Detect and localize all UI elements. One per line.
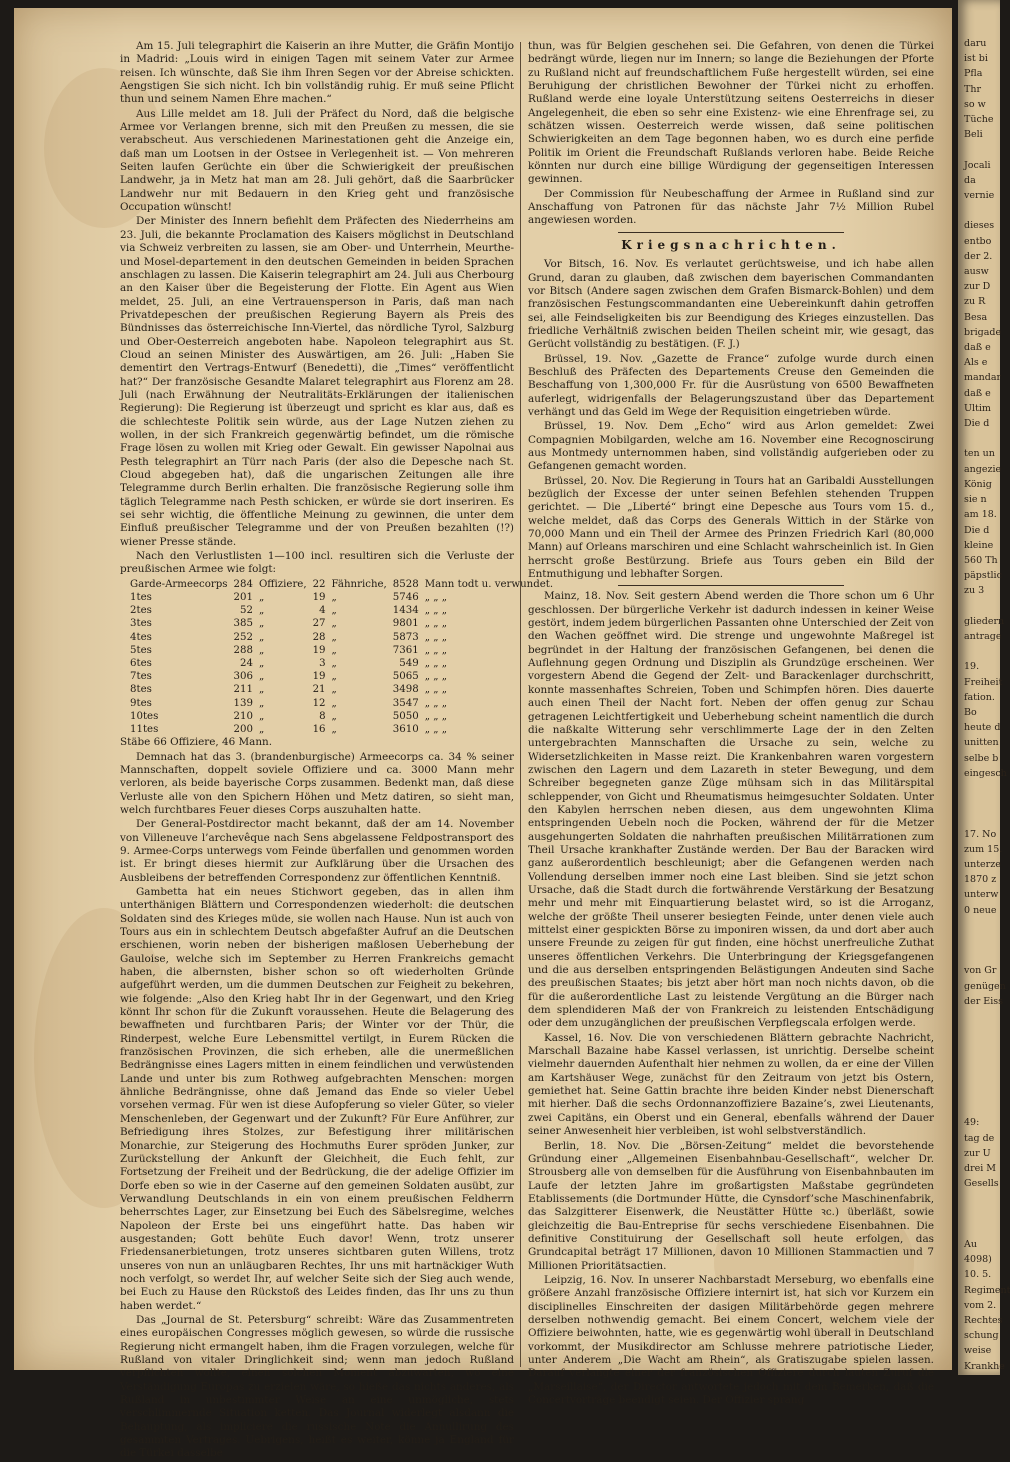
adjacent-page-fragment xyxy=(958,644,1000,659)
adjacent-page-fragment: antrage xyxy=(964,630,1002,642)
adjacent-page-fragment: Thr xyxy=(964,83,981,95)
adjacent-page-fragment xyxy=(958,1222,1000,1237)
adjacent-page-edge xyxy=(958,0,1010,1375)
losses-row xyxy=(130,644,559,657)
losses-cell-off-label: „ xyxy=(258,657,265,669)
article-paragraph: Demnach hat das 3. (brandenburgische) Armeecorps ca. 34 % seiner Mannschaften, doppelt soviele Offiziere und ca. 3000 Mann mehr verloren, als beide bayerische Corps zusammen. Bedenkt man, daß diese Verluste alle von den Spichern Höhen und Metz datiren, so sieht man, welch furchtbares Feuer dieses Corps auszuhalten hatte. xyxy=(120,750,514,816)
losses-cell-mann: 9801 xyxy=(392,618,419,630)
adjacent-page-fragment: drei M xyxy=(964,1163,997,1175)
losses-cell-mann: 3498 xyxy=(392,684,419,696)
losses-cell-off-label: „ xyxy=(258,644,265,656)
adjacent-page-fragment: unitten xyxy=(964,737,999,749)
staff-line: Stäbe 66 Offiziere, 46 Mann. xyxy=(120,736,273,749)
adjacent-page-fragment: kleine xyxy=(964,539,994,551)
losses-cell-corps: 8tes xyxy=(130,684,152,696)
adjacent-page-fragment: 560 Th xyxy=(964,554,998,566)
adjacent-page-fragment: fation. xyxy=(964,691,995,703)
news-item: Leipzig, 16. Nov. In unserer Nachbarstadt Merseburg, wo ebenfalls eine größere Anzahl französische Offiziere internirt ist, hat sich vor Kurzem ein disciplinelles Einschreiten der dasigen Militärbehörde gegen mehrere derselben nothwendig gemacht. Bei einem Concert, welchem viele der Offiziere beiwohnten, hatte, wie es gegenwärtig wohl überall in Deutschland vorkommt, der Musikdirector am Schlusse mehrere patriotische Lieder, unter Anderem „Die Wacht am Rhein“, als Gratiszugabe spielen lassen. Darauf verlangte einer der französischen Offiziere durch lauten Zuruf die „Marseillaise“, der Director antwortete jedoch mit dem Bemerken, daß die Concertvorträge beendigt seien. Der Offizier sprang xyxy=(528,1273,934,1407)
adjacent-page-fragment: päpstlic xyxy=(964,570,1002,582)
adjacent-page-fragment xyxy=(958,1085,1000,1100)
losses-cell-fahn-label: „ xyxy=(331,618,337,630)
adjacent-page-fragment xyxy=(958,918,1000,933)
adjacent-page-fragment: zur U xyxy=(964,1147,991,1159)
adjacent-page-fragment: zu 3 xyxy=(964,585,985,597)
adjacent-page-fragment: der 2. xyxy=(964,250,993,262)
losses-row xyxy=(130,657,559,670)
losses-cell-off-label: „ xyxy=(258,723,265,735)
adjacent-page-fragment: Gesells xyxy=(964,1178,999,1190)
losses-cell-mann: 7361 xyxy=(392,644,419,656)
section-rule xyxy=(618,585,844,586)
losses-cell-fahn: 3 xyxy=(319,657,326,669)
adjacent-page-fragment xyxy=(958,933,1000,948)
article-paragraph: Nach den Verlustlisten 1—100 incl. resultiren sich die Verluste der preußischen Armee wie folgt: xyxy=(120,550,514,576)
losses-cell-corps: 4tes xyxy=(130,631,152,643)
adjacent-page-fragment xyxy=(958,599,1000,614)
adjacent-page-fragment xyxy=(958,948,1000,963)
losses-cell-fahn: 19 xyxy=(312,591,326,603)
losses-cell-fahn: 27 xyxy=(312,618,326,630)
adjacent-page-fragment: Pfla xyxy=(964,68,983,80)
adjacent-page-fragment: 4098) xyxy=(964,1254,992,1266)
article-paragraph: Gambetta hat ein neues Stichwort gegeben, das in allen ihm unterthänigen Blättern und Correspondenzen wiederholt: die deutschen Soldaten sind des Krieges müde, sie wollen nach Hause. Nun ist auch von Tours aus ein in schlechtem Deutsch abgefaßter Aufruf an die Deutschen erschienen, worin neben der bisherigen maßlosen Ueberhebung der Gauloise, welche sich im September zu Herren Frankreichs gemacht haben, die albernsten, bisher schon so oft wiederholten Gründe aufgeführt werden, um die dummen Deutschen zur Feigheit zu bekehren, wie folgende: „Also den Krieg habt Ihr in der Gegenwart, und den Krieg könnt Ihr schon für die Zukunft voraussehen. Heute die Belagerung des bewaffneten und furchtbaren Paris; der Winter vor der Thür, die Rinderpest, welche Eure Lebensmittel vertilgt, in Eurem Rücken die französischen Provinzen, die sich erheben, alle die unermeßlichen Bedrängnisse eines Lagers mitten in einem feindlichen und verwüstenden Lande und unter bis zum Rothweg aufgebrachten Menschen: morgen ähnliche Bedrängnisse, ohne daß Jemand das Ende so vieler Uebel vorsehen vermag. Für wen ist diese Aufopferung so vieler Güter, so vieler Menschenleben, der Gegenwart und der Zukunft? Für Eure Anführer, zur Befriedigung ihres Stolzes, zur Befestigung ihrer militärischen Monarchie, zur Steigerung des Hochmuths Eurer spröden Junker, zur Zurückstellung der Ankunft der Gleichheit, die Euch fehlt, zur Fortsetzung der Freiheit und der Bedrückung, die der adelige Offizier im Dorfe eben so wie in der Caserne auf den gemeinen Soldaten ausübt, zur Verwandlung Deutschlands in ein von einem preußischen Feldherrn beherrschtes Lager, zur Einsetzung bei Euch des Säbelsregime, welches Napoleon der Erste bei uns eingeführt hatte. Das haben wir ausgestanden; Gott behüte Euch davor! Wenn, trotz unserer Friedensanerbietungen, trotz unseres sichtbaren guten Willens, trotz unseres von nun an unläugbaren Rechtes, Ihr uns mit hartnäckiger Wuth noch verfolgt, so werdet Ihr, auf welcher Seite sich der Sieg auch wende, bei Euch zu Hause den Rückstoß des Leides finden, das Ihr uns zu thun haben werdet.“ xyxy=(120,885,514,1312)
losses-cell-fahn-label: „ xyxy=(331,671,337,683)
losses-cell-off: 252 xyxy=(233,631,253,643)
adjacent-page-fragment: heute d xyxy=(964,722,1001,734)
section-heading: Kriegsnachrichten. xyxy=(621,237,841,252)
adjacent-page-fragment: ausw xyxy=(964,266,989,278)
losses-cell-off-label: „ xyxy=(258,671,265,683)
losses-cell-mann: 5065 xyxy=(392,671,419,683)
losses-row xyxy=(130,710,559,723)
adjacent-page-fragment: Regiment xyxy=(964,1284,1010,1296)
adjacent-page-fragment: Rechtes xyxy=(964,1315,1003,1327)
losses-cell-fahn: 19 xyxy=(312,644,326,656)
adjacent-page-fragment: tag de xyxy=(964,1132,995,1144)
adjacent-page-fragment: von Gr xyxy=(964,965,997,977)
adjacent-page-fragment: sie n xyxy=(964,494,987,506)
article-paragraph: Der Minister des Innern befiehlt dem Präfecten des Niederrheins am 23. Juli, die bekannte Proclamation des Kaisers möglichst in Deutschland via Schweiz verbreiten zu lassen, sie am Ober- und Unterrhein, Meurthe- und Mosel-departement in den deutschen Gemeinden in beiden Sprachen anschlagen zu lassen. Die Kaiserin telegraphirt am 24. Juli aus Cherbourg an den Kaiser über die Begeisterung der Flotte. Ein Agent aus Wien meldet, 25. Juli, an eine Vertrauensperson in Paris, daß man nach Privatdepeschen der preußischen Regierung Bayern als Preis des Bündnisses das österreichische Inn-Viertel, das nördliche Tyrol, Salzburg und Ober-Oesterreich angeboten habe. Napoleon telegraphirt aus St. Cloud an seinen Minister des Auswärtigen, am 26. Juli: „Haben Sie dementirt den Vertrags-Entwurf (Benedetti), die „Times“ veröffentlicht hat?“ Der französische Gesandte Malaret telegraphirt aus Florenz am 28. Juli (nach Erwähnung der Neutralitäts-Erklärungen der italienischen Regierung): Die Regierung ist überzeugt und spricht es klar aus, daß es die schlechteste Politik sein würde, aus der Lage Nutzen ziehen zu wollen, in der sich Frankreich gegenwärtig befindet, um die römische Frage lösen zu wollen mit Krieg oder Gewalt. Ein gewisser Napolnai aus Pesth telegraphirt an Türr nach Paris (der also die Depesche nach St. Cloud abgegeben hat), daß die ungarischen Zeitungen alle ihre Telegramme durch Berlin erhalten. Die französische Regierung solle ihm täglich Telegramme nach Pesth schicken, er würde sie dort inseriren. Es sei sehr wichtig, die öffentliche Meinung zu gewinnen, die unter dem Einfluß preußischer Telegramme und der von Preußen bezahlten (!?) wiener Presse stände. xyxy=(120,215,514,548)
adjacent-page-fragment xyxy=(958,1100,1000,1115)
losses-cell-off-label: „ xyxy=(258,631,265,643)
losses-cell-rest: „ „ „ xyxy=(424,657,448,669)
losses-cell-corps: 6tes xyxy=(130,657,152,669)
losses-cell-off: 210 xyxy=(233,710,253,722)
losses-cell-mann: 1434 xyxy=(392,605,419,617)
losses-cell-fahn: 16 xyxy=(312,723,326,735)
news-item: Kassel, 16. Nov. Die von verschiedenen Blättern gebrachte Nachricht, Marschall Bazaine habe Kassel verlassen, ist unrichtig. Derselbe scheint vielmehr dauernden Aufenthalt hier nehmen zu wollen, da er eine der Villen am Kartshäuser Wege, zunächst für den Zeitraum von jetzt bis Ostern, gemiethet hat. Seine Gattin brachte ihre beiden Kinder nebst Dienerschaft mit hierher. Daß die sechs Ordonnanzoffiziere Bazaine’s, zwei Lieutenants, zwei Capitäns, ein Oberst und ein General, ebenfalls während der Dauer seiner Anwesenheit hier verbleiben, ist wohl selbstverständlich. xyxy=(528,1031,934,1138)
adjacent-page-fragment: mandar xyxy=(964,372,1002,384)
adjacent-page-fragment xyxy=(958,1070,1000,1085)
losses-table xyxy=(130,578,559,736)
losses-cell-mann: 5873 xyxy=(392,631,419,643)
losses-cell-mann: 3547 xyxy=(392,697,419,709)
adjacent-page-fragment: daß e xyxy=(964,387,991,399)
losses-cell-corps: 7tes xyxy=(130,671,152,683)
losses-cell-rest: „ „ „ xyxy=(424,631,448,643)
adjacent-page-fragment: zur D xyxy=(964,281,991,293)
adjacent-page-fragment: 49: xyxy=(964,1117,980,1129)
losses-cell-off: 139 xyxy=(233,697,253,709)
losses-cell-off: 306 xyxy=(233,671,253,683)
losses-cell-fahn-label: „ xyxy=(331,697,337,709)
adjacent-page-fragment: Tüche xyxy=(964,114,994,126)
adjacent-page-fragment xyxy=(958,1207,1000,1222)
losses-cell-off: 52 xyxy=(239,605,253,617)
adjacent-page-fragment: brigade xyxy=(964,326,1002,338)
losses-cell-off-label: Offiziere, xyxy=(258,578,307,590)
losses-cell-rest: „ „ „ xyxy=(424,591,448,603)
article-paragraph: thun, was für Belgien geschehen sei. Die Gefahren, von denen die Türkei bedrängt würde, liegen nur im Innern; so lange die Beziehungen der Pforte zu Rußland nicht auf freundschaftlichem Fuße hergestellt würden, sei eine Beruhigung der christlichen Bewohner der Türkei nicht zu erhoffen. Rußland werde eine loyale Unterstützung seitens Oesterreichs in dieser Angelegenheit, die eben so sehr eine Existenz- wie eine Ehrenfrage sei, zu schätzen wissen. Oesterreich werde wissen, daß seine politischen Schwierigkeiten an dem Tage begonnen haben, wo es durch eine perfide Politik im Orient die Freundschaft Rußlands verloren habe. Beide Reiche könnten nur durch eine billige Würdigung der gegenseitigen Interessen gewinnen. xyxy=(528,40,934,186)
adjacent-page-fragment: Als e xyxy=(964,357,988,369)
adjacent-page-fragment: selbe b xyxy=(964,752,999,764)
adjacent-page-fragment: am 18. xyxy=(964,509,997,521)
adjacent-page-fragment: zum 15. xyxy=(964,843,1003,855)
losses-cell-mann: 549 xyxy=(399,657,419,669)
losses-cell-fahn-label: „ xyxy=(331,591,337,603)
news-item: Brüssel, 20. Nov. Die Regierung in Tours hat an Garibaldi Ausstellungen bezüglich der Excesse der unter seinen Befehlen stehenden Truppen gerichtet. — Die „Liberté“ bringt eine Depesche aus Tours vom 15. d., welche meldet, daß das Corps des Generals Wittich in der Stärke von 70,000 Mann und ein Theil der Armee des Prinzen Friedrich Karl (80,000 Mann) auf Orleans marschiren und eine Schlacht wahrscheinlich ist. In Gien herrscht große Bestürzung. Briefe aus Tours geben ein Bild der Entmuthigung und lebhafter Sorgen. xyxy=(528,474,934,581)
losses-cell-fahn: 12 xyxy=(312,697,326,709)
losses-cell-fahn: 28 xyxy=(312,631,326,643)
adjacent-page-fragment: dieses xyxy=(964,220,995,232)
adjacent-page-fragment: der Eiss xyxy=(964,995,1003,1007)
adjacent-page-fragment: schung xyxy=(964,1330,999,1342)
losses-cell-off: 385 xyxy=(233,618,253,630)
adjacent-page-fragment: 19. xyxy=(964,661,980,673)
adjacent-page-fragment: Die d xyxy=(964,418,990,430)
adjacent-page-fragment: daß e xyxy=(964,342,991,354)
losses-row xyxy=(130,723,559,736)
losses-cell-fahn-label: „ xyxy=(331,710,337,722)
adjacent-page-fragment: Krankhe xyxy=(964,1360,1005,1372)
adjacent-page-fragment: ist bi xyxy=(964,53,988,65)
adjacent-page-fragment: 10. 5. xyxy=(964,1269,992,1281)
losses-row xyxy=(130,604,559,617)
losses-row xyxy=(130,697,559,710)
adjacent-page-fragment xyxy=(958,811,1000,826)
article-paragraph: Am 15. Juli telegraphirt die Kaiserin an ihre Mutter, die Gräfin Montijo in Madrid: „Louis wird in einigen Tagen mit seinem Vater zur Armee reisen. Ich wünschte, daß Sie ihm Ihren Segen vor der Abreise schickten. Aengstigen Sie sich nicht. Ich bin vollständig ruhig. Er muß seine Pflicht thun und seinem Namen Ehre machen.“ xyxy=(120,40,514,106)
losses-cell-rest: „ „ „ xyxy=(424,684,448,696)
adjacent-page-fragment: so w xyxy=(964,98,986,110)
losses-cell-corps: 11tes xyxy=(130,723,159,735)
losses-row xyxy=(130,631,559,644)
losses-row xyxy=(130,670,559,683)
losses-row xyxy=(130,683,559,696)
adjacent-page-fragment: entbo xyxy=(964,235,992,247)
losses-cell-off: 201 xyxy=(233,591,253,603)
adjacent-page-fragment xyxy=(958,1024,1000,1039)
adjacent-page-fragment: gliedern xyxy=(964,615,1005,627)
losses-cell-fahn: 21 xyxy=(312,684,326,696)
losses-cell-off-label: „ xyxy=(258,605,265,617)
losses-cell-fahn: 4 xyxy=(319,605,326,617)
adjacent-page-fragment: Die d xyxy=(964,524,990,536)
losses-cell-rest: „ „ „ xyxy=(424,671,448,683)
losses-cell-fahn: 8 xyxy=(319,710,326,722)
adjacent-page-fragment xyxy=(958,142,1000,157)
adjacent-page-fragment: 0 neue xyxy=(964,904,997,916)
losses-cell-off-label: „ xyxy=(258,697,265,709)
adjacent-page-fragment xyxy=(958,1009,1000,1024)
losses-cell-off: 200 xyxy=(233,723,253,735)
adjacent-page-fragment xyxy=(958,1191,1000,1206)
adjacent-page-fragment: 17. No xyxy=(964,828,997,840)
losses-cell-mann: 5746 xyxy=(392,591,419,603)
news-item: Brüssel, 19. Nov. Dem „Echo“ wird aus Arlon gemeldet: Zwei Compagnien Mobilgarden, welche am 16. November eine Recognoscirung aus Montmedy unternommen haben, sind vollständig aufgerieben oder zu Gefangenen gemacht worden. xyxy=(528,420,934,473)
losses-row xyxy=(130,578,559,591)
news-item: Brüssel, 19. Nov. „Gazette de France“ zufolge wurde durch einen Beschluß des Präfecten des Departements Creuse den Gemeinden die Beschaffung von 1,300,000 Fr. für die Ausrüstung von 6500 Bewaffneten auferlegt, widrigenfalls der Belagerungszustand über das Departement verhängt und das Geld im Wege der Requisition eingetrieben würde. xyxy=(528,352,934,418)
adjacent-page-fragment: daru xyxy=(964,38,987,49)
losses-cell-fahn-label: „ xyxy=(331,631,337,643)
losses-cell-mann: 3610 xyxy=(392,723,419,735)
adjacent-page-fragment xyxy=(958,1039,1000,1054)
losses-row xyxy=(130,591,559,604)
left-column xyxy=(120,40,554,1462)
adjacent-page-fragment: Au xyxy=(964,1239,977,1251)
adjacent-page-fragment: 1870 z xyxy=(964,874,997,886)
article-paragraph: Der Commission für Neubeschaffung der Armee in Rußland sind zur Anschaffung von Patronen für das nächste Jahr 7½ Million Rubel angewiesen worden. xyxy=(528,187,934,227)
adjacent-page-fragment: Bo xyxy=(964,706,977,718)
losses-cell-corps: 3tes xyxy=(130,618,152,630)
losses-cell-corps: 9tes xyxy=(130,697,152,709)
adjacent-page-fragment: genügen xyxy=(964,980,1006,992)
losses-cell-rest: „ „ „ xyxy=(424,618,448,630)
adjacent-page-fragment xyxy=(958,431,1000,446)
adjacent-page-fragment: unterze xyxy=(964,858,1001,870)
losses-cell-fahn-label: „ xyxy=(331,684,337,696)
losses-cell-rest: „ „ „ xyxy=(424,644,448,656)
adjacent-page-fragment: eingesch xyxy=(964,767,1007,779)
adjacent-page-fragment xyxy=(958,203,1000,218)
adjacent-page-fragment: da xyxy=(964,174,976,186)
losses-cell-fahn-label: „ xyxy=(331,657,337,669)
losses-cell-off: 24 xyxy=(239,657,253,669)
news-item: Berlin, 18. Nov. Die „Börsen-Zeitung“ meldet die bevorstehende Gründung einer „Allgemeinen Eisenbahnbau-Gesellschaft“, welcher Dr. Strousberg alle von demselben für die Ausführung von Eisenbahnbauten im Laufe der letzten Jahre im großartigsten Maßstabe gegründeten Etablissements (die Dortmunder Hütte, die Cynsdorf’sche Maschinenfabrik, das Salzgitterer Eisenwerk, die Neustätter Hütte ꝛc.) überläßt, sowie gleichzeitig die Bau-Entreprise für sechs verschiedene Eisenbahnen. Die definitive Constituirung der Gesellschaft soll heute erfolgen, das Grundcapital beträgt 17 Millionen, davon 10 Millionen Stammactien und 7 Millionen Prioritätsactien. xyxy=(528,1139,934,1272)
news-item: Vor Bitsch, 16. Nov. Es verlautet gerüchtsweise, und ich habe allen Grund, daran zu glauben, daß zwischen dem bayerischen Commandanten vor Bitsch (Andere sagen zwischen dem Grafen Bismarck-Bohlen) und dem französischen Festungscommandanten eine Uebereinkunft dahin getroffen sei, alle Feindseligkeiten bis zur Beendigung des Krieges einzustellen. Das friedliche Verhältniß zwischen beiden Theilen scheint mir, wie gesagt, das Gerücht vollständig zu bestätigen. (F. J.) xyxy=(528,258,934,351)
losses-cell-off-label: „ xyxy=(258,684,265,696)
right-column xyxy=(528,40,934,1408)
losses-cell-corps: 2tes xyxy=(130,605,152,617)
losses-cell-rest: Mann todt u. verwundet. xyxy=(424,578,554,590)
adjacent-page-fragment: König xyxy=(964,478,992,490)
adjacent-page-fragment: vom 2. xyxy=(964,1299,997,1311)
section-rule xyxy=(618,232,844,233)
losses-cell-off-label: „ xyxy=(258,618,265,630)
losses-row xyxy=(130,617,559,630)
losses-cell-corps: 5tes xyxy=(130,644,152,656)
adjacent-page-fragment xyxy=(958,796,1000,811)
adjacent-page-fragment: unterw xyxy=(964,889,999,901)
losses-cell-off: 284 xyxy=(233,578,253,590)
losses-cell-mann: 8528 xyxy=(392,578,419,590)
losses-cell-fahn: 19 xyxy=(312,671,326,683)
adjacent-page-fragment xyxy=(958,1055,1000,1070)
adjacent-page-fragment xyxy=(958,781,1000,796)
losses-cell-corps: 1tes xyxy=(130,591,152,603)
losses-cell-rest: „ „ „ xyxy=(424,723,448,735)
losses-cell-fahn: 22 xyxy=(312,578,326,590)
adjacent-page-fragment: vernie xyxy=(964,190,995,202)
article-paragraph: Der General-Postdirector macht bekannt, daß der am 14. November von Villeneuve l’archevêque nach Sens abgelassene Feldpostransport des 9. Armee-Corps unterwegs vom Feinde überfallen und genommen worden ist. Er bringt dieses hiermit zur Aufklärung über die Ursachen des Ausbleibens der betreffenden Correspondenz zur öffentlichen Kenntniß. xyxy=(120,818,514,884)
adjacent-page-fragment: Freiheit xyxy=(964,676,1003,688)
losses-cell-fahn-label: „ xyxy=(331,644,337,656)
losses-cell-off-label: „ xyxy=(258,710,265,722)
adjacent-page-fragment: weise xyxy=(964,1345,992,1357)
losses-cell-off-label: „ xyxy=(258,591,265,603)
adjacent-page-fragment: Beli xyxy=(964,129,983,141)
losses-cell-rest: „ „ „ xyxy=(424,697,448,709)
article-paragraph: Aus Lille meldet am 18. Juli der Präfect du Nord, daß die belgische Armee vor Verlangen brenne, sich mit den Preußen zu messen, die sie verabscheut. Aus verschiedenen Marinestationen geht die Anzeige ein, daß man um Lootsen in der Ostsee in Verlegenheit ist. — Von mehreren Seiten laufen Gerüchte ein über die Schwierigkeit der preußischen Landwehr, ja in Metz hat man am 28. Juli gehört, daß die Saarbrücker Landwehr nur mit Bedauern in den Krieg geht und französische Occupation wünscht! xyxy=(120,107,514,214)
adjacent-page-fragment: ten un xyxy=(964,448,995,460)
news-item: Mainz, 18. Nov. Seit gestern Abend werden die Thore schon um 6 Uhr geschlossen. Der bürgerliche Verkehr ist dadurch indessen in keiner Weise gestört, indem jedem bürgerlichen Passanten ohne Unterschied der Zeit von den Wachen geöffnet wird. Die strenge und ungewohnte Maßregel ist begründet in der Haltung der französischen Gefangenen, bei denen die Auflehnung gegen Ordnung und Disziplin als Grundzüge erscheinen. Wer vorgestern Abend die Gegend der Zelt- und Barackenlager durchschritt, konnte massenhaftes Schreien, Toben und Schimpfen hören. Dies dauerte auch einen Theil der Nacht fort. Neben der offen genug zur Schau getragenen Leichtfertigkeit und Ueberhebung scheint namentlich die durch die naßkalte Witterung sehr verschlimmerte Lage der in den Zelten untergebrachten Mannschaften die Ursache zu sein, welche zu Widersetzlichkeiten in Masse reizt. Die Krankenbahren waren vorgestern zwischen den Lagern und dem Lazareth in steter Bewegung, und dem Schreiber begegneten ganze Züge mühsam sich in das Militärspital schleppender, von Gicht und Rheumatismus heimgesuchter Soldaten. Unter den Kabylen herrschen neben diesen, aus dem ungewohnten Klima entspringenden Uebeln noch die Pocken, während der für die Metzer ausgehungerten Soldaten die nahrhaften preußischen Militärrationen zum Theil Ursache krankhafter Zustände werden. Der Bau der Baracken wird ganz außerordentlich beschleunigt; aber die Gefangenen werden nach Vollendung derselben immer noch eine Last bleiben. Sind sie jetzt schon Ursache, daß die Stadt durch die fortwährende Verstärkung der Besatzung mehr und mehr mit Einquartierung belastet wird, so ist die Arroganz, welche der größte Theil unserer besiegten Feinde, unter denen viele auch mittelst einer gespickten Börse zu imponiren wissen, da und dort aber auch unsere Freunde zu zeigen für gut finden, eine höchst unerfreuliche Zuthat unseres öffentlichen Verkehrs. Die Unterbringung der Kriegsgefangenen und die aus derselben entspringenden Belästigungen Andeuten sind Sache des preußischen Staates; bis jetzt aber hört man noch nichts davon, ob die für die außerordentliche Last zu leistende Vergütung an die Bürger nach dem splendideren Maß der von Frankreich zu leistenden Entschädigung oder dem unzugänglichen der preußischen Verpflegscala erfolgen werde. xyxy=(528,590,934,1030)
adjacent-page-fragment: Jocali xyxy=(964,159,991,171)
losses-cell-rest: „ „ „ xyxy=(424,710,448,722)
article-paragraph: Das „Journal de St. Petersburg“ schreibt: Wäre das Zusammentreten eines europäischen Congresses möglich gewesen, so würde die russische Regierung nicht ermangelt haben, ihm die Fragen vorzulegen, welche für Rußland von vitaler Dringlichkeit sind; wenn man jedoch Rußland verpflichten wollte, einen solchen Moment abzuwarten, wo eine Verständigung Europas zu erzielen wäre, so hieße das nichts anderes, als Rußland in unbestimmter Weise an eine unmögliche, stets verschlimmernde Situation ketten. Das Journal widerlegt alsdann die Behauptung, als impliciere die russische Note die Annullirung des gesammten Vertrages. Uebrigens, heißt es weiter, könne ja England für die Türkei dasselbe xyxy=(120,1313,514,1460)
losses-cell-corps: 10tes xyxy=(130,710,159,722)
losses-cell-fahn-label: Fähnriche, xyxy=(331,578,387,590)
adjacent-page-fragment: angezie xyxy=(964,463,1002,475)
losses-cell-off: 211 xyxy=(233,684,253,696)
losses-cell-off: 288 xyxy=(233,644,253,656)
losses-cell-fahn-label: „ xyxy=(331,723,337,735)
losses-cell-corps: Garde-Armeecorps xyxy=(130,578,228,590)
adjacent-page-fragment: zu R xyxy=(964,296,986,308)
losses-cell-mann: 5050 xyxy=(392,710,419,722)
losses-cell-fahn-label: „ xyxy=(331,605,337,617)
adjacent-page-fragment: Ultim xyxy=(964,402,991,414)
losses-cell-rest: „ „ „ xyxy=(424,605,448,617)
adjacent-page-fragment: Besa xyxy=(964,311,988,323)
